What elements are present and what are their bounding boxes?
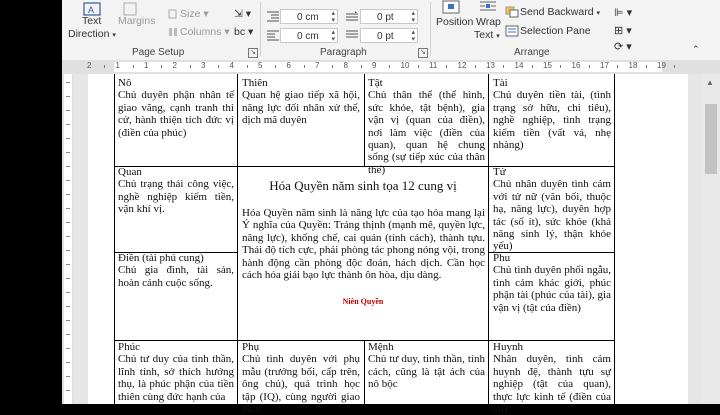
ruler-tick [475,65,476,68]
palace-body: Chủ tình duyên phối ngẫu, tình cảm khác giới, phúc phận tài (phúc của tài), gia vận vị (tật của điền) [493,264,611,314]
vruler-tick [66,180,70,181]
palace-body: Chủ nhân duyên tình cảm với tử nữ (vãn bối, thuộc hạ, năng lực), duyên hợp tác (số ít), sức khỏe (khả năng sinh lý, thận khỏe yếu) [493,178,611,253]
position-button[interactable]: Position [436,16,474,28]
vruler-tick [66,152,70,153]
scrollbar-thumb[interactable] [705,104,717,174]
text-direction-icon [82,2,102,16]
columns-button[interactable]: Columns ▾ [180,26,230,38]
send-backward-button[interactable]: Send Backward ▾ [520,6,600,18]
group-divider [260,2,261,56]
center-title: Hóa Quyền năm sinh tọa 12 cung vị [269,178,457,193]
ruler-number: 5 [258,61,263,70]
vruler-tick [66,306,70,307]
vruler-tick [66,292,70,293]
indent-left-icon [266,10,280,22]
palace-body: Chủ duyên tiền tài, (tình trạng sở hữu, chi tiêu), nghề nghiệp, tình trạng kiếm tiền (vất vả, nhẹ nhàng) [493,89,611,152]
align-icon[interactable]: ⊫ ▾ [614,7,633,19]
ruler-number: 13 [486,61,495,70]
svg-text:A: A [88,5,95,15]
word-window [62,0,720,415]
table-border [114,74,115,404]
palace-title: Tật [368,77,383,89]
spacing-after-input[interactable]: 0 pt ▴ ▾ [360,28,418,43]
palace-phu[interactable] [493,252,611,314]
text-direction-label[interactable]: Direction ▾ [68,28,116,40]
vruler-tick [66,376,70,377]
ruler-tick [418,65,419,68]
columns-icon [168,27,178,37]
ruler-number: 14 [514,61,524,70]
ruler-tick [161,65,162,68]
vruler-tick [66,110,70,111]
palace-title: Điền (tài phú cung) [118,252,204,264]
ruler-tick [589,65,590,68]
ruler-number: 15 [543,61,552,70]
ruler-number: 10 [400,61,410,70]
palace-tai[interactable] [493,77,611,151]
ruler-number: 6 [286,61,291,70]
palace-body: Chủ tư duy của tinh thần, lĩnh tính, sở thích hướng thụ, là phúc phận của tiền thiên cùng đức hạnh của [118,353,234,403]
signature: Niên Quyền [342,297,384,306]
ruler-number: 3 [201,61,206,70]
table-border [237,74,238,404]
palace-body: Chủ duyên phận nhân tế giao vãng, cạnh tranh thi cử, hành thiện tích đức vị (điền của phúc) [118,89,234,139]
palace-title: Phúc [118,341,140,353]
size-icon [168,9,178,19]
group-divider [430,2,431,56]
ruler-number: 2 [172,61,177,70]
palace-body: Chủ tình duyên với phụ mẫu (trưởng bối, cấp trên, ông chủ), quá trình học tập (IQ), cùng người giao dịch [242,353,360,415]
vruler-tick [66,208,70,209]
palace-body: Chủ trạng thái công việc, nghề nghiệp kiếm tiền, vận khí vị. [118,178,234,216]
ruler-tick [104,65,105,68]
center-body: Hóa Quyền năm sinh là năng lực của tạo hóa mang lại Ý nghĩa của Quyền: Tráng thịnh (mạnh mẽ, quyền lực, năng lực), khống chế, cai quản (tính cách), thành tựu. Thái độ tích cực, phải phòng tác phong nóng vội, trong hành động cần phòng độc đoán, hách dịch. Cần học cách hóa giải bạo lực thành ôn hòa, dịu dàng. [242,207,485,282]
palace-title: Tài [493,77,508,89]
collapse-ribbon-icon[interactable]: ⌃ [692,44,700,54]
wrap-text-icon [478,0,498,14]
palace-body: Chủ tư duy, tinh thần, tính cách, cũng là tật ách của nô bộc [368,353,485,391]
page-setup-group-label: Page Setup [132,47,185,58]
palace-title: Thiên [242,77,268,89]
vruler-tick [66,166,70,167]
spacing-before-input[interactable]: 0 pt ▴ ▾ [360,9,418,24]
paragraph-launcher-icon[interactable]: ↘ [418,48,428,58]
ruler-number: 12 [457,61,467,70]
vruler-tick [66,320,70,321]
text-direction-button[interactable]: Text [82,15,102,27]
ruler-tick [446,65,447,68]
vertical-ruler[interactable] [62,74,74,404]
palace-no[interactable] [118,77,234,139]
palace-thien[interactable] [242,77,360,127]
vertical-scrollbar[interactable] [702,74,720,404]
palace-body: Nhân duyên, tình cảm huynh đệ, thành tựu sự nghiệp (tật của quan), thực lực kinh tế (điền của tài), [493,353,611,415]
vruler-tick [66,334,70,335]
vruler-tick [66,194,70,195]
horizontal-ruler[interactable] [62,60,720,74]
paragraph-group-label: Paragraph [320,47,367,58]
indent-right-input[interactable]: 0 cm ▴ ▾ [280,28,338,43]
scroll-up-icon[interactable]: ▲ [706,78,714,87]
ruler-tick [275,65,276,68]
palace-title: Huynh [493,341,523,353]
vruler-tick [66,138,70,139]
palace-body: Quan hệ giao tiếp xã hội, năng lực đối nhân xử thế, dịch mã duyên [242,89,360,127]
wrap-text-button[interactable]: Wrap [476,16,501,28]
ruler-tick [247,65,248,68]
ruler-tick [361,65,362,68]
table-border [488,74,489,404]
ruler-tick [218,65,219,68]
vruler-tick [66,362,70,363]
ruler-tick [646,65,647,68]
indent-left-input[interactable]: 0 cm ▴ ▾ [280,9,338,24]
ruler-tick [304,65,305,68]
palace-body: Chủ thân thể (thể hình, sức khỏe, tật bệnh), gia vận vị (quan của điền), nơi làm việc (điền của quan), quan hệ chung sống (sự tiếp xúc của thân thể) [368,89,485,176]
vruler-tick [66,82,70,83]
vruler-tick [66,264,70,265]
margins-button[interactable]: Margins [118,15,156,27]
document-page[interactable] [88,74,688,415]
ruler-tick [617,65,618,68]
ruler-tick [332,65,333,68]
vruler-tick [66,96,70,97]
ruler-number: 8 [343,61,348,70]
palace-title: Phụ [242,341,260,353]
ruler-tick [503,65,504,68]
ruler-tick [389,65,390,68]
ruler-tick [133,65,134,68]
palace-tu[interactable] [493,166,611,253]
margins-icon [122,2,140,16]
arrange-group-label: Arrange [514,47,550,58]
ribbon [62,0,720,61]
rotate-icon[interactable]: ⟳ ▾ [614,41,632,53]
ruler-number: 1 [144,61,149,70]
spacing-before-icon [345,10,359,22]
table-border [614,74,615,404]
selection-pane-icon [505,25,519,37]
ruler-number: 7 [315,61,320,70]
palace-quan[interactable] [118,166,234,216]
ruler-tick [674,65,675,68]
palace-title: Phu [493,252,511,264]
ruler-tick [560,65,561,68]
ruler-number: 4 [229,61,234,70]
ruler-number: 19 [657,61,666,70]
palace-menh[interactable] [368,341,485,391]
position-icon [440,0,462,14]
indent-right-icon [266,29,280,41]
vruler-tick [66,390,70,391]
ruler-tick [532,65,533,68]
palace-dien[interactable] [118,252,234,289]
ruler-number: 18 [628,61,638,70]
ruler-number: 11 [429,61,438,70]
group-objects-icon[interactable]: ⊞ ▾ [614,25,632,37]
chevron-down-icon: ▾ [496,33,500,40]
table-border [364,74,365,166]
palace-phu-mau[interactable] [242,341,360,415]
spacing-after-icon [345,29,359,41]
breaks-button[interactable]: ⇲ ▾ [234,8,251,20]
ruler-number: 9 [372,61,377,70]
vruler-tick [66,250,70,251]
hyphenation-button[interactable]: bc ▾ [234,26,254,38]
palace-title: Quan [118,166,142,178]
send-backward-icon [505,6,519,18]
vruler-tick [66,348,70,349]
selection-pane-button[interactable]: Selection Pane [520,25,591,37]
table-border [364,340,365,404]
ruler-number: 16 [571,61,581,70]
vruler-tick [66,222,70,223]
palace-huynh[interactable] [493,341,611,415]
palace-title: Nô [118,77,132,89]
palace-title: Mệnh [368,341,394,353]
page-setup-launcher-icon[interactable]: ↘ [248,48,258,58]
ruler-tick [190,65,191,68]
vruler-tick [66,124,70,125]
wrap-text-label[interactable]: Text ▾ [474,29,500,41]
size-button[interactable]: Size ▾ [180,8,209,20]
palace-title: Tử [493,166,506,178]
ruler-number: 1 [115,61,120,70]
vruler-tick [66,278,70,279]
ruler-number: 17 [600,61,609,70]
palace-phuc[interactable] [118,341,234,403]
ruler-number: 2 [87,61,92,70]
palace-body: Chủ gia đình, tài sản, hoàn cảnh cuộc sống. [118,264,234,289]
palace-tat[interactable] [368,77,485,176]
vruler-tick [66,236,70,237]
chevron-down-icon: ▾ [112,32,116,39]
